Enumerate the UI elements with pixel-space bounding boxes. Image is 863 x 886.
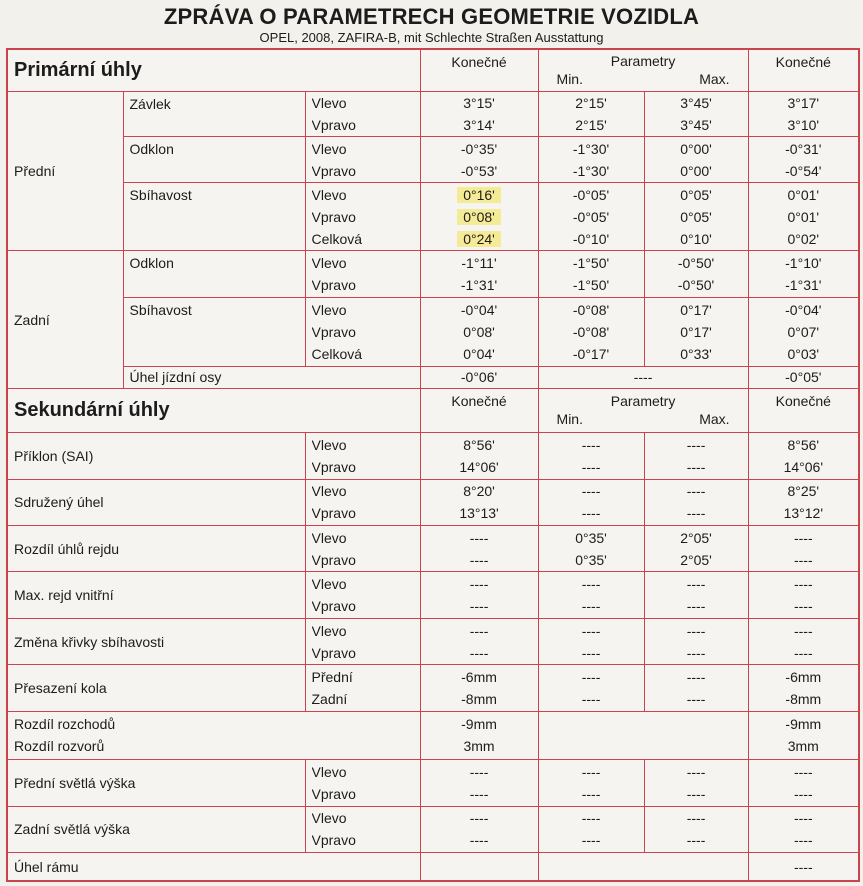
measured-value: -8mm: [461, 691, 497, 708]
side-label: Vpravo: [311, 458, 356, 475]
wheelbase-difference-label: Rozdíl rozvorů: [14, 738, 105, 755]
frame-angle-final: ----: [748, 853, 859, 881]
min-value: ----: [581, 832, 601, 849]
side-label: Vlevo: [311, 763, 347, 780]
konecne-column-header-2: Konečné: [748, 388, 859, 432]
max-value: ----: [686, 763, 706, 780]
min-value: -0°17': [572, 345, 610, 362]
max-value: ----: [686, 458, 706, 475]
max-value: ----: [686, 436, 706, 453]
min-value: -0°08': [572, 301, 610, 318]
side-label: Zadní: [311, 691, 348, 708]
min-value: ----: [581, 436, 601, 453]
min-value: -0°10': [572, 230, 610, 247]
measured-value: 8°20': [463, 483, 495, 500]
min-value: ----: [581, 483, 601, 500]
measured-value: -6mm: [461, 669, 497, 686]
max-value: 2°05': [680, 551, 712, 568]
measured-value: 0°08': [463, 323, 495, 340]
final-value: ----: [793, 622, 813, 639]
min-value: ----: [581, 458, 601, 475]
final-value: ----: [793, 644, 813, 661]
measured-value: 3mm: [463, 738, 495, 755]
table-row: [7, 618, 859, 664]
empty-cell: [420, 853, 538, 881]
min-value: ----: [581, 576, 601, 593]
side-label: Celková: [311, 345, 363, 362]
final-value: 8°25': [787, 483, 820, 500]
side-label: Vpravo: [311, 505, 356, 522]
max-label: Max.: [699, 71, 730, 88]
table-row: [7, 806, 859, 852]
min-value: -1°50': [572, 255, 610, 272]
measured-value: 3°14': [463, 117, 495, 134]
front-toe-label: Sbíhavost: [123, 182, 305, 251]
side-label: Vlevo: [311, 140, 347, 157]
final-value: 13°12': [783, 505, 823, 522]
max-value: 0°33': [680, 345, 712, 362]
min-value: -1°50': [572, 277, 610, 294]
final-value: 0°07': [787, 323, 820, 340]
max-value: 0°10': [680, 230, 712, 247]
side-label: Vpravo: [311, 832, 356, 849]
final-value: ----: [793, 810, 813, 827]
side-label: Vpravo: [311, 598, 356, 615]
thrust-angle-label: Úhel jízdní osy: [123, 366, 420, 388]
side-label: Vlevo: [311, 436, 347, 453]
side-label: Vlevo: [311, 255, 347, 272]
params-column-header: [538, 49, 748, 91]
min-label: Min.: [556, 71, 583, 88]
min-value: -0°05': [572, 208, 610, 225]
side-label: Vlevo: [311, 810, 347, 827]
table-row: [7, 366, 859, 388]
row-label: Přesazení kola: [7, 665, 305, 711]
measured-value: ----: [469, 810, 489, 827]
measured-value: 3°15': [463, 95, 495, 112]
table-row: [7, 479, 859, 525]
table-row: [7, 853, 859, 881]
table-row: [7, 182, 859, 251]
measured-value: -1°11': [461, 255, 497, 272]
empty-cell: [538, 853, 748, 881]
min-value: ----: [581, 505, 601, 522]
min-value: -0°05': [572, 186, 610, 203]
row-label: Příklon (SAI): [7, 433, 305, 479]
side-label: Přední: [311, 669, 353, 686]
max-value: 3°45': [680, 95, 712, 112]
side-label: Vpravo: [311, 551, 356, 568]
row-label: Max. rejd vnitřní: [7, 572, 305, 618]
final-value: -1°10': [785, 255, 822, 272]
max-value: ----: [686, 598, 706, 615]
min-value: -0°08': [572, 323, 610, 340]
measured-value: ----: [469, 529, 489, 546]
final-value: 14°06': [783, 458, 823, 475]
side-label: Vpravo: [311, 162, 356, 179]
params-column-header-2: [538, 388, 748, 432]
min-value: 0°35': [575, 551, 607, 568]
max-value: ----: [686, 644, 706, 661]
final-value: ----: [793, 785, 813, 802]
measured-value: ----: [469, 644, 489, 661]
measured-value: ----: [469, 598, 489, 615]
side-label: Vlevo: [311, 95, 347, 112]
frame-angle-label: Úhel rámu: [7, 853, 420, 881]
highlighted-measured-value: 0°16': [457, 187, 501, 203]
final-value: ----: [793, 529, 813, 546]
report-title: ZPRÁVA O PARAMETRECH GEOMETRIE VOZIDLA: [163, 4, 700, 29]
secondary-header-row: [7, 388, 859, 432]
final-value: ----: [793, 598, 813, 615]
measured-value: -0°04': [460, 301, 498, 318]
highlighted-measured-value: 0°24': [457, 231, 501, 247]
toe-in-label: Závlek: [123, 91, 305, 136]
min-value: -1°30': [572, 162, 610, 179]
side-label: Vlevo: [311, 576, 347, 593]
max-label: Max.: [699, 411, 730, 428]
side-label: Vpravo: [311, 277, 356, 294]
final-value: 3°10': [787, 117, 820, 134]
table-row: [7, 760, 859, 806]
table-row: [7, 137, 859, 182]
final-value: ----: [793, 763, 813, 780]
table-row: [7, 297, 859, 366]
max-value: ----: [686, 832, 706, 849]
min-value: ----: [581, 691, 601, 708]
side-label: Vlevo: [311, 186, 347, 203]
primary-header-row: [7, 49, 859, 91]
thrust-params: ----: [538, 366, 748, 388]
max-value: 3°45': [680, 117, 712, 134]
row-label: Zadní světlá výška: [7, 806, 305, 852]
final-value: 0°03': [787, 345, 820, 362]
table-row: [7, 665, 859, 711]
rear-axle-label: Zadní: [7, 251, 123, 388]
rear-toe-label: Sbíhavost: [123, 297, 305, 366]
measured-value: -9mm: [461, 716, 497, 733]
measured-value: -1°31': [460, 277, 498, 294]
max-value: 0°05': [680, 208, 712, 225]
row-label: Přední světlá výška: [7, 760, 305, 806]
max-value: ----: [686, 785, 706, 802]
row-label: Změna křivky sbíhavosti: [7, 618, 305, 664]
max-value: ----: [686, 691, 706, 708]
measured-value: ----: [469, 576, 489, 593]
measured-value: ----: [469, 832, 489, 849]
final-value: -0°04': [785, 301, 822, 318]
side-label: Vpravo: [311, 785, 356, 802]
alignment-table: [6, 48, 860, 882]
table-row: [7, 251, 859, 297]
max-value: 0°00': [680, 162, 712, 179]
measured-value: 8°56': [463, 436, 495, 453]
final-value: -1°31': [785, 277, 822, 294]
measured-value: 14°06': [459, 458, 499, 475]
max-value: -0°50': [677, 255, 715, 272]
side-label: Vlevo: [311, 483, 347, 500]
min-value: ----: [581, 598, 601, 615]
max-value: 0°17': [680, 301, 712, 318]
vehicle-subtitle: OPEL, 2008, ZAFIRA-B, mit Schlechte Straßen Ausstattung: [259, 30, 604, 45]
konecne-column-header: Konečné: [748, 49, 859, 91]
measured-value: ----: [469, 785, 489, 802]
side-label: Vpravo: [311, 323, 356, 340]
front-axle-label: Přední: [7, 91, 123, 251]
min-value: ----: [581, 810, 601, 827]
max-value: ----: [686, 505, 706, 522]
final-value: -9mm: [785, 716, 822, 733]
table-row: [7, 572, 859, 618]
final-column-header-2: Konečné: [420, 388, 538, 432]
thrust-measured: -0°06': [420, 366, 538, 388]
max-value: 0°00': [680, 140, 712, 157]
thrust-final: -0°05': [748, 366, 859, 388]
max-value: 2°05': [680, 529, 712, 546]
final-value: 3mm: [787, 738, 819, 755]
max-value: 0°17': [680, 323, 712, 340]
table-row: [7, 433, 859, 479]
side-label: Vlevo: [311, 301, 347, 318]
final-value: -0°54': [785, 162, 822, 179]
table-row: [7, 526, 859, 572]
secondary-section-title: Sekundární úhly: [7, 388, 420, 432]
highlighted-measured-value: 0°08': [457, 209, 501, 225]
row-label: Sdružený úhel: [7, 479, 305, 525]
max-value: -0°50': [677, 277, 715, 294]
min-value: ----: [581, 669, 601, 686]
max-value: ----: [686, 622, 706, 639]
front-camber-label: Odklon: [123, 137, 305, 182]
min-value: ----: [581, 785, 601, 802]
params-label: Parametry: [610, 53, 676, 70]
rear-camber-label: Odklon: [123, 251, 305, 297]
min-value: 2°15': [575, 95, 607, 112]
side-label: Vlevo: [311, 622, 347, 639]
measured-value: 0°04': [463, 345, 495, 362]
max-value: ----: [686, 576, 706, 593]
max-value: ----: [686, 810, 706, 827]
row-label: Rozdíl úhlů rejdu: [7, 526, 305, 572]
final-value: 3°17': [787, 95, 820, 112]
final-value: ----: [793, 832, 813, 849]
params-label: Parametry: [610, 393, 676, 410]
measured-value: ----: [469, 551, 489, 568]
max-value: ----: [686, 669, 706, 686]
side-label: Vpravo: [311, 644, 356, 661]
max-value: ----: [686, 483, 706, 500]
final-value: 8°56': [787, 436, 820, 453]
empty-params: [538, 711, 748, 759]
min-value: ----: [581, 622, 601, 639]
side-label: Vpravo: [311, 117, 356, 134]
measured-value: -0°53': [460, 162, 498, 179]
final-value: 0°01': [787, 208, 820, 225]
final-value: -8mm: [785, 691, 822, 708]
final-value: -0°31': [785, 140, 822, 157]
side-label: Celková: [311, 230, 363, 247]
min-value: 0°35': [575, 529, 607, 546]
max-value: 0°05': [680, 186, 712, 203]
measured-value: 13°13': [459, 505, 499, 522]
measured-value: ----: [469, 622, 489, 639]
min-value: ----: [581, 644, 601, 661]
side-label: Vpravo: [311, 208, 356, 225]
final-value: ----: [793, 576, 813, 593]
min-value: -1°30': [572, 140, 610, 157]
final-value: 0°01': [787, 186, 820, 203]
table-row: [7, 91, 859, 136]
measured-value: -0°35': [460, 140, 498, 157]
final-value: -6mm: [785, 669, 822, 686]
min-value: ----: [581, 763, 601, 780]
final-value: 0°02': [787, 230, 820, 247]
table-row: [7, 711, 859, 759]
side-label: Vlevo: [311, 529, 347, 546]
final-value: ----: [793, 551, 813, 568]
measured-value: ----: [469, 763, 489, 780]
final-column-header: Konečné: [420, 49, 538, 91]
min-label: Min.: [556, 411, 583, 428]
primary-section-title: Primární úhly: [7, 49, 420, 91]
track-difference-label: Rozdíl rozchodů: [14, 716, 116, 733]
min-value: 2°15': [575, 117, 607, 134]
